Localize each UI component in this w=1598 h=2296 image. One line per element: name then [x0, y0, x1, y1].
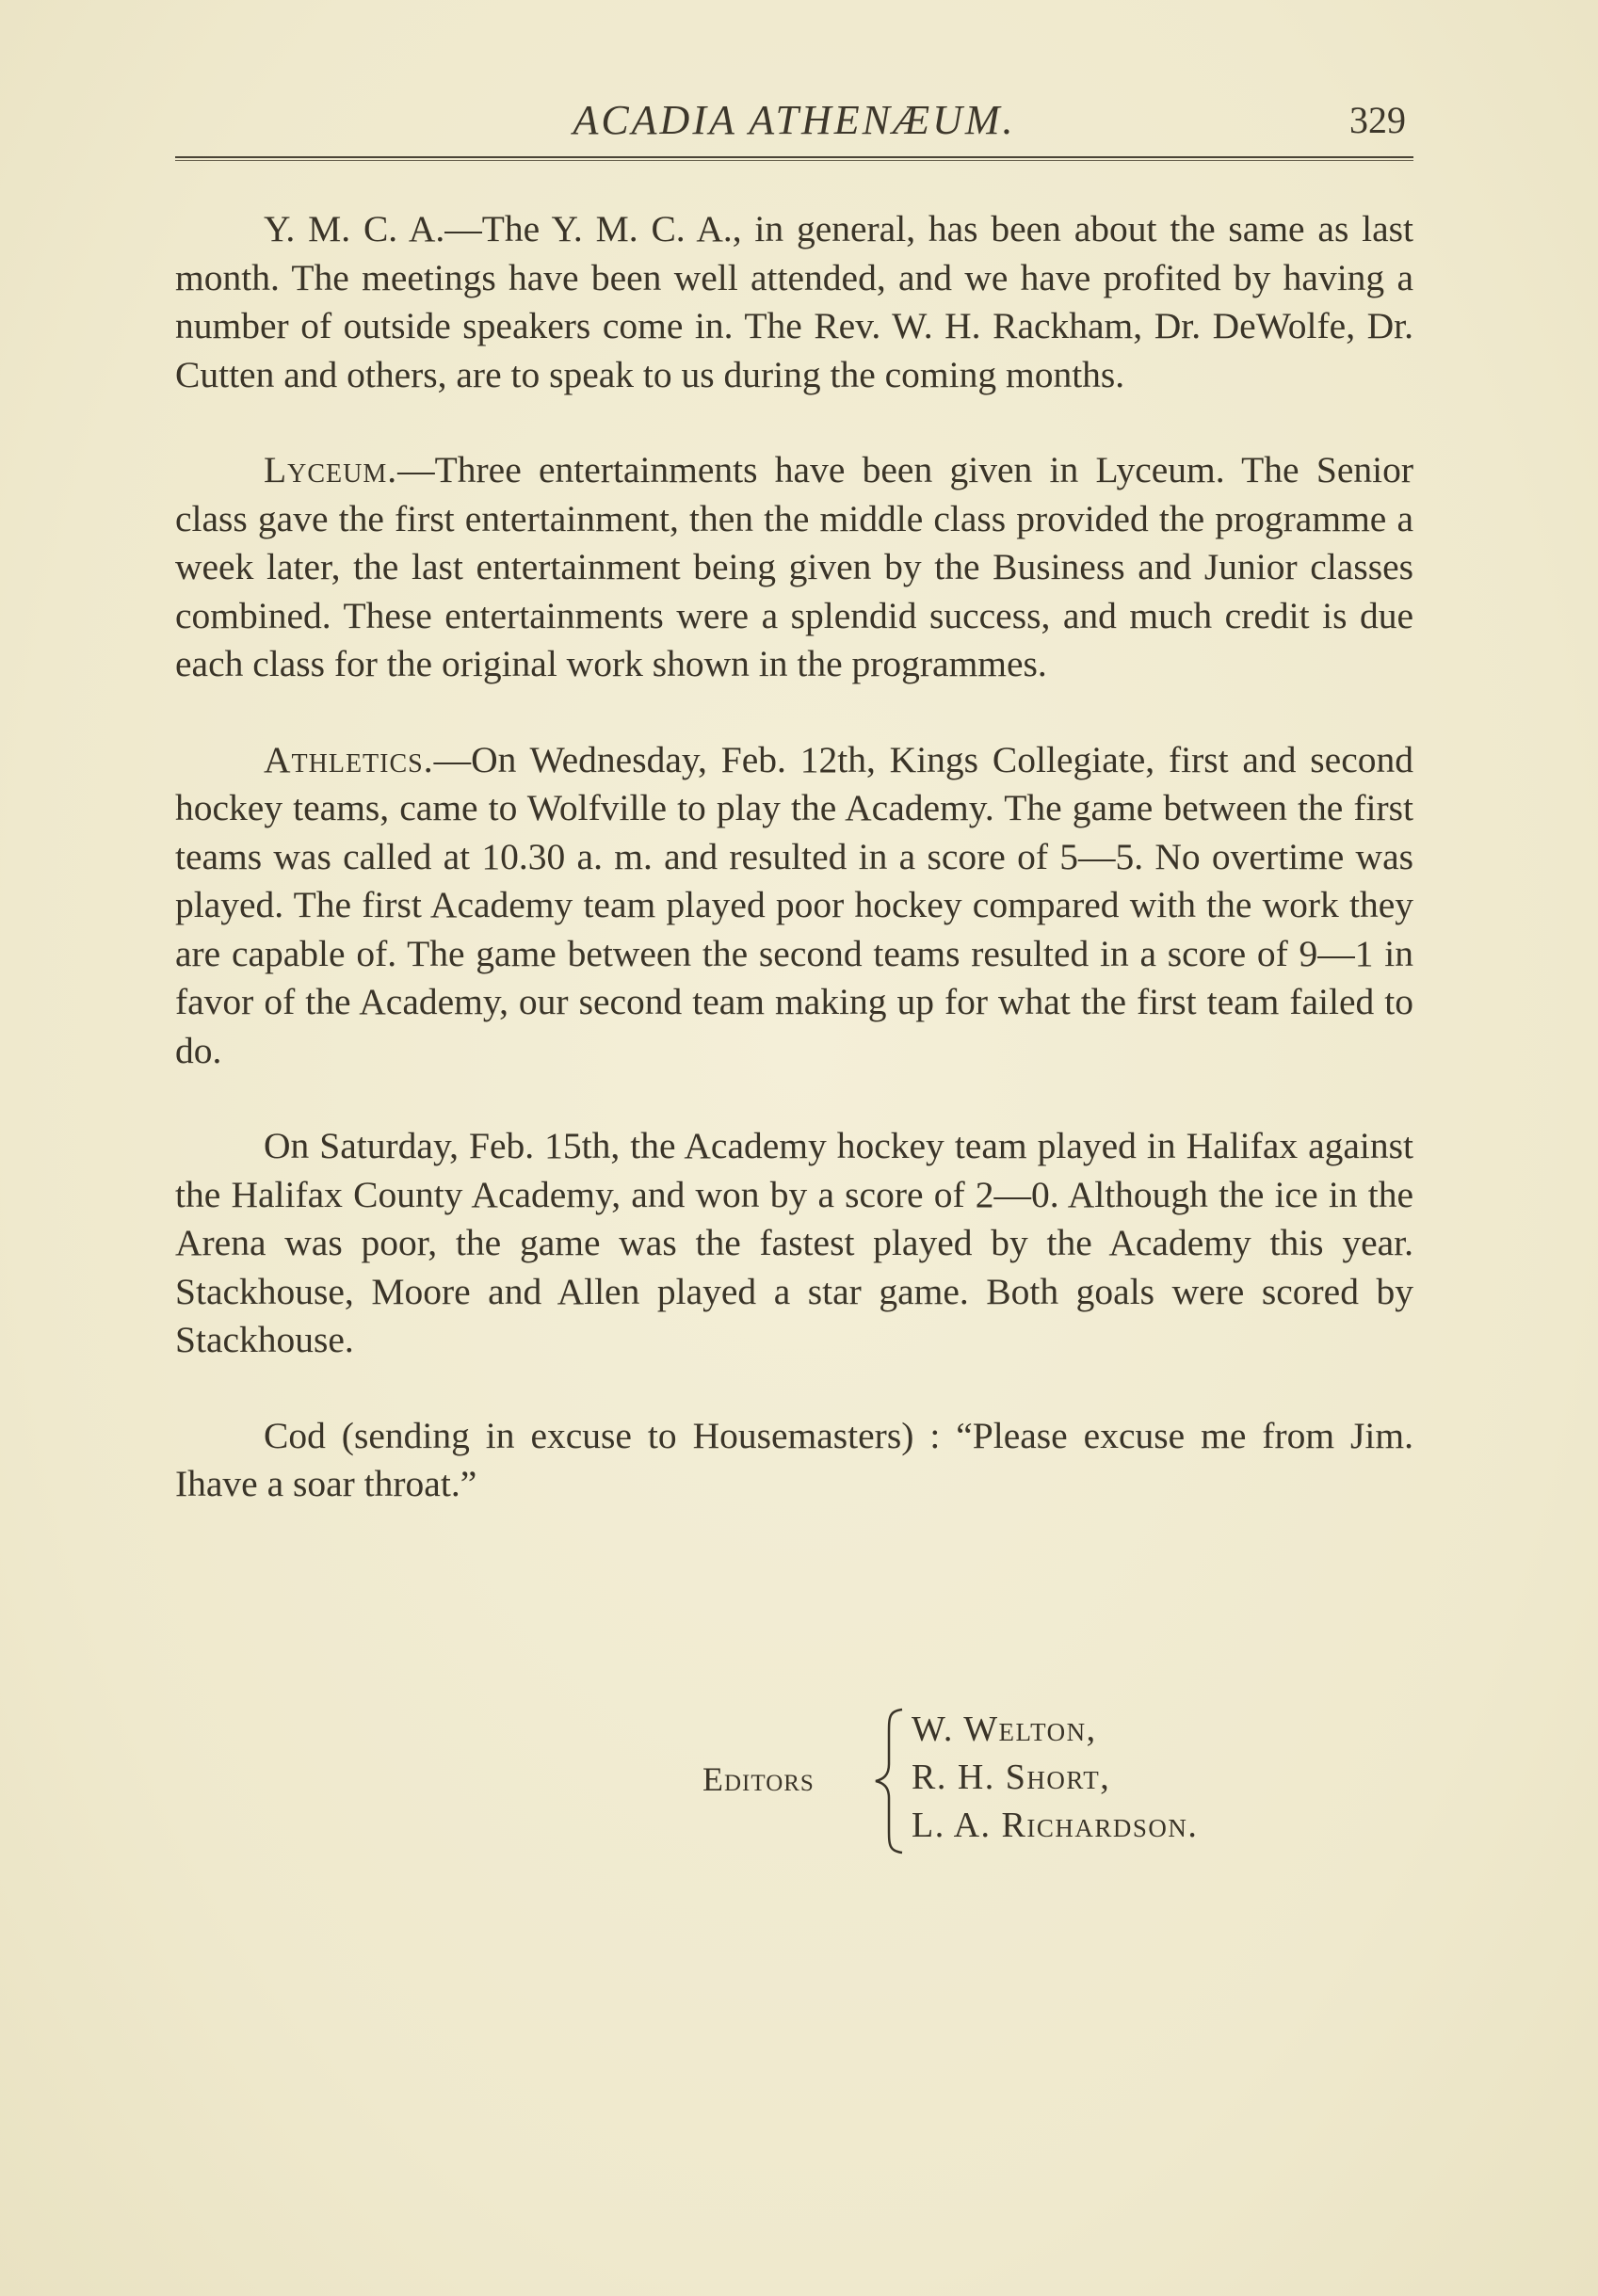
paragraph-text: On Saturday, Feb. 15th, the Academy hockey team played in Halifax against the Halifax County Academy, and won by a score of 2—0. Although the ice in the Arena was poor, the game was the fastest played by the Academy this year. Stackhouse, Moore and Allen played a star game. Both goals were scored by Stackhouse.	[175, 1125, 1413, 1360]
page-number: 329	[1349, 99, 1406, 141]
paragraph-halifax-game	[175, 1122, 1413, 1365]
header-rule-thin	[175, 160, 1413, 161]
editors-label: Editors	[702, 1760, 815, 1798]
section-lead: Lyceum.	[264, 449, 398, 490]
editor-name: W. Welton,	[912, 1710, 1097, 1749]
editor-names	[912, 1706, 1198, 1850]
paragraph-text: Cod (sending in excuse to Housemasters) : “Please excuse me from Jim. Ihave a soar throat.”	[175, 1414, 1413, 1504]
editors-signature	[702, 1706, 1286, 1856]
section-lead: Athletics.	[264, 738, 434, 780]
paragraph-anecdote	[175, 1412, 1413, 1509]
paragraph-athletics	[175, 736, 1413, 1076]
article-body	[175, 205, 1413, 1556]
paragraph-text: Y. M. C. A.—The Y. M. C. A., in general, has been about the same as last month. The meetings have been well attended, and we have profited by having a number of outside speakers come in. The Rev. W. H. Rackham, Dr. DeWolfe, Dr. Cutten and others, are to speak to us during the coming months.	[175, 208, 1413, 395]
page-header	[175, 92, 1413, 149]
curly-brace-icon	[870, 1706, 908, 1856]
paragraph-text: —On Wednesday, Feb. 12th, Kings Collegiate, first and second hockey teams, came to Wolfville to play the Academy. The game between the first teams was called at 10.30 a. m. and resulted in a score of 5—5. No overtime was played. The first Academy team played poor hockey compared with the work they are capable of. The game between the second teams resulted in a score of 9—1 in favor of the Academy, our second team making up for what the first team failed to do.	[175, 738, 1413, 1071]
paragraph-text: —Three entertainments have been given in Lyceum. The Senior class gave the first entertainment, then the middle class provided the programme a week later, the last entertainment being given by the Business and Junior classes combined. These entertainments were a splendid success, and much credit is due each class for the original work shown in the programmes.	[175, 449, 1413, 684]
editor-name: R. H. Short,	[912, 1758, 1111, 1797]
header-rule	[175, 156, 1413, 158]
editor-name: L. A. Richardson.	[912, 1806, 1199, 1845]
paragraph-lyceum	[175, 446, 1413, 689]
running-title: ACADIA ATHENÆUM.	[573, 97, 1016, 143]
paragraph-ymca	[175, 205, 1413, 399]
